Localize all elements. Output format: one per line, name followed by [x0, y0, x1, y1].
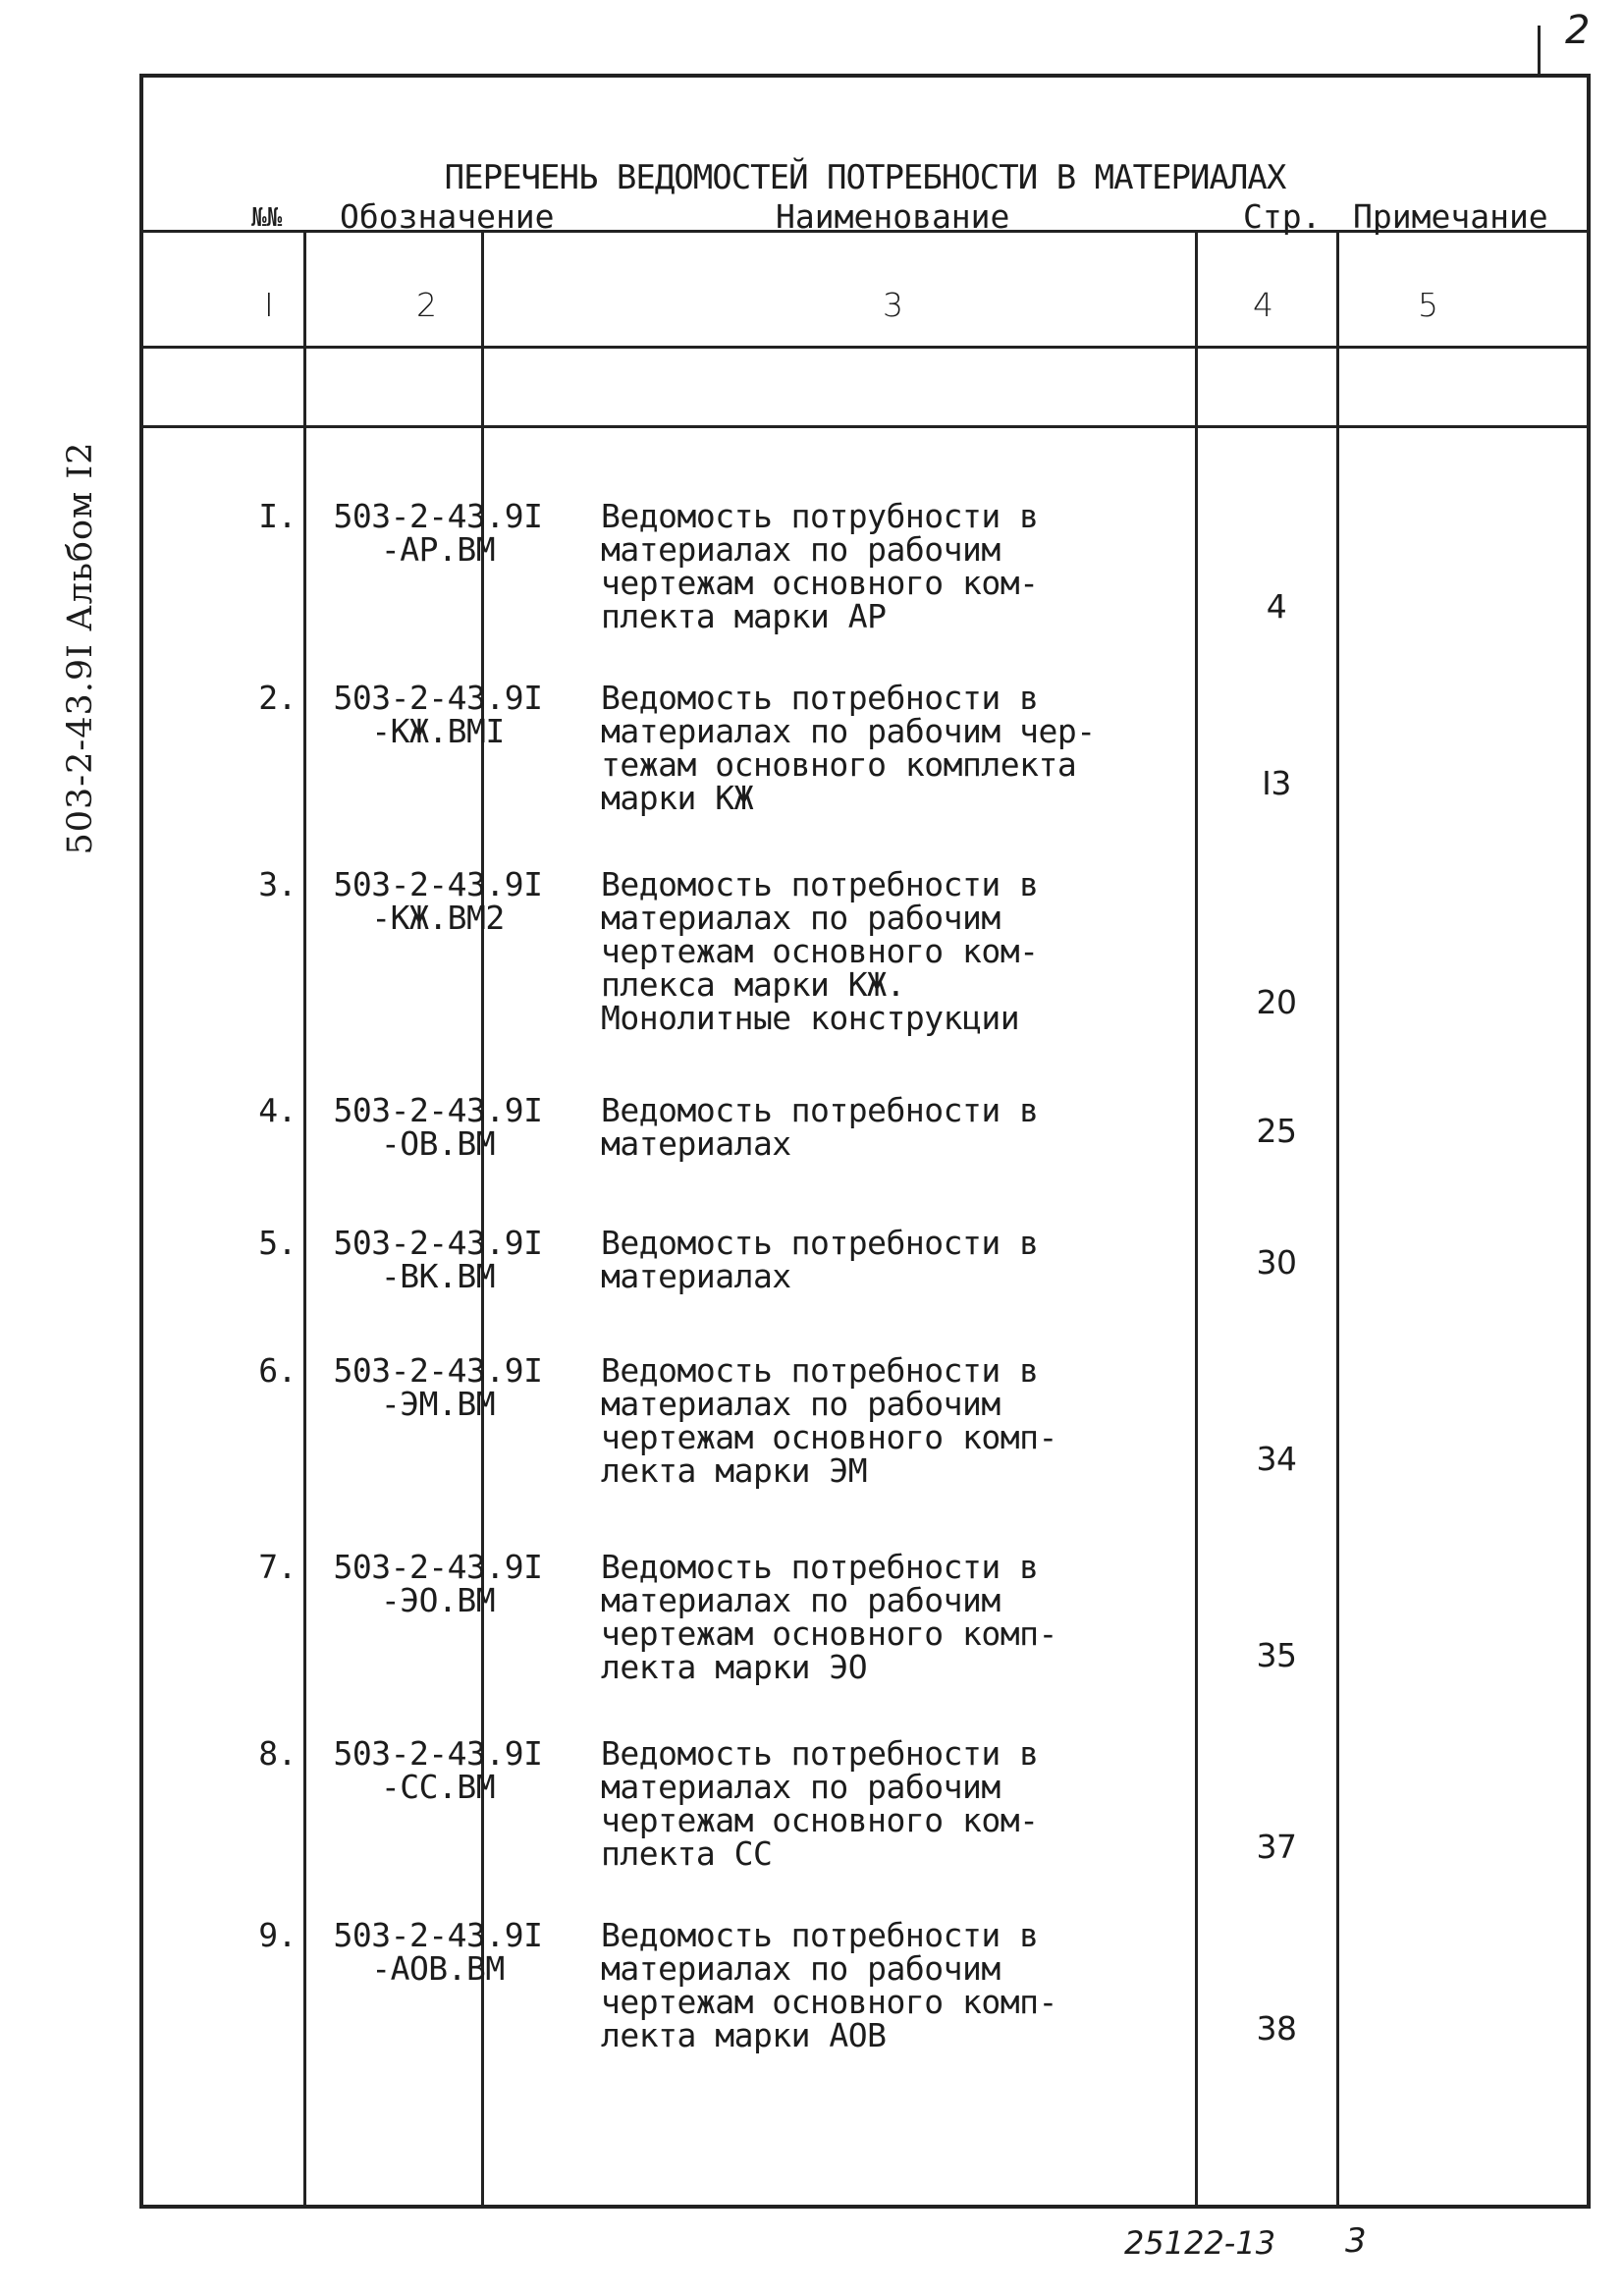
page-marker: 2 — [1565, 8, 1591, 53]
row-name: Ведомость потребности в материалах по рабочим чертежам основного комп- лекта марки АОВ — [601, 1916, 1057, 2054]
row-designation: 503-2-43.9I -ОВ.ВМ — [333, 1091, 543, 1163]
column-number-2: 2 — [416, 286, 437, 324]
row-designation: 503-2-43.9I -ВК.ВМ — [333, 1224, 543, 1295]
row-number: 8. — [258, 1734, 297, 1773]
side-album-label: 503-2-43.9I Альбом I2 — [61, 441, 100, 855]
row-number: 2. — [258, 679, 297, 717]
row-number: 4. — [258, 1091, 297, 1129]
header-note: Примечание — [1353, 197, 1548, 236]
header-divider — [143, 346, 1587, 349]
row-number: 6. — [258, 1351, 297, 1390]
row-page: 38 — [1256, 2009, 1297, 2048]
column-number-4: 4 — [1253, 286, 1273, 324]
row-name: Ведомость потребности в материалах — [601, 1091, 1039, 1163]
header-page: Стр. — [1243, 197, 1322, 236]
row-page: 20 — [1256, 983, 1297, 1021]
column-divider — [1336, 233, 1339, 2205]
row-page: 30 — [1256, 1243, 1297, 1282]
footer-page-number: 3 — [1345, 2221, 1367, 2261]
row-number: 7. — [258, 1548, 297, 1586]
row-page: 4 — [1266, 587, 1287, 626]
row-number: I. — [258, 497, 297, 535]
column-divider — [1195, 233, 1198, 2205]
header-designation: Обозначение — [340, 197, 555, 236]
column-number-divider — [143, 425, 1587, 428]
row-name: Ведомость потребности в материалах по рабочим чертежам основного ком- плекса марки КЖ. Монолитные конструкции — [601, 865, 1039, 1037]
row-designation: 503-2-43.9I -ЭМ.ВМ — [333, 1351, 543, 1423]
footer-code: 25122-13 — [1124, 2224, 1276, 2262]
row-page: 35 — [1256, 1636, 1297, 1674]
row-designation: 503-2-43.9I -СС.ВМ — [333, 1734, 543, 1806]
row-name: Ведомость потрубности в материалах по рабочим чертежам основного ком- плекта марки АР — [601, 497, 1039, 635]
row-name: Ведомость потребности в материалах по рабочим чер- тежам основного комплекта марки КЖ — [601, 679, 1096, 817]
row-name: Ведомость потребности в материалах по рабочим чертежам основного комп- лекта марки ЭО — [601, 1548, 1057, 1686]
row-page: 25 — [1256, 1112, 1297, 1150]
row-designation: 503-2-43.9I -ЭО.ВМ — [333, 1548, 543, 1619]
column-number-3: 3 — [883, 286, 903, 324]
document-table — [139, 74, 1591, 2209]
row-name: Ведомость потребности в материалах по рабочим чертежам основного комп- лекта марки ЭМ — [601, 1351, 1057, 1490]
column-number-1: I — [264, 286, 274, 324]
corner-bracket — [1538, 26, 1541, 75]
row-designation: 503-2-43.9I -АОВ.ВМ — [333, 1916, 543, 1988]
column-divider — [303, 233, 306, 2205]
row-page: I3 — [1262, 764, 1291, 802]
row-designation: 503-2-43.9I -АР.ВМ — [333, 497, 543, 569]
column-number-5: 5 — [1418, 286, 1438, 324]
row-number: 9. — [258, 1916, 297, 1954]
row-page: 37 — [1256, 1828, 1297, 1866]
header-no: №№ — [251, 203, 283, 233]
row-name: Ведомость потребности в материалах — [601, 1224, 1039, 1295]
row-number: 5. — [258, 1224, 297, 1262]
row-designation: 503-2-43.9I -КЖ.ВМ2 — [333, 865, 543, 937]
row-number: 3. — [258, 865, 297, 903]
header-name: Наименование — [776, 197, 1010, 236]
row-name: Ведомость потребности в материалах по рабочим чертежам основного ком- плекта СС — [601, 1734, 1039, 1873]
page-title: ПЕРЕЧЕНЬ ВЕДОМОСТЕЙ ПОТРЕБНОСТИ В МАТЕРИАЛАХ — [444, 158, 1286, 197]
row-designation: 503-2-43.9I -КЖ.ВМI — [333, 679, 543, 750]
row-page: 34 — [1256, 1440, 1297, 1478]
